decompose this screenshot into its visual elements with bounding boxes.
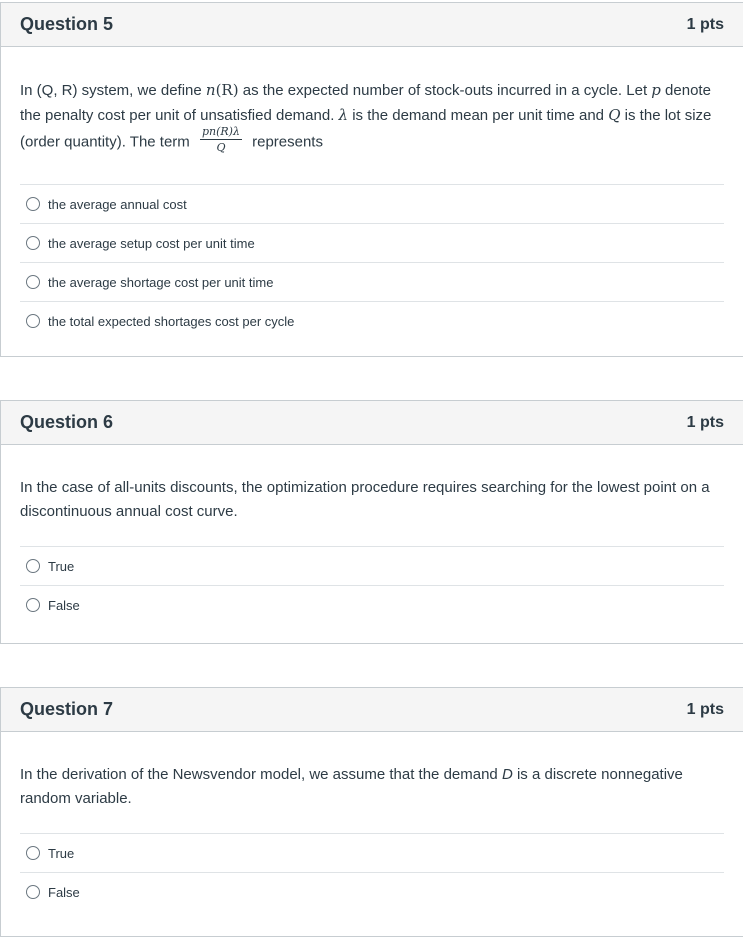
radio-button[interactable] bbox=[26, 314, 40, 328]
answer-label: the total expected shortages cost per cycle bbox=[48, 313, 295, 329]
answer-option[interactable] bbox=[20, 184, 724, 223]
answer-option[interactable] bbox=[20, 223, 724, 262]
text-segment: In (Q, R) system, we define bbox=[20, 82, 206, 99]
question-points: 1 pts bbox=[686, 15, 724, 33]
radio-button[interactable] bbox=[26, 236, 40, 250]
text-segment: as the expected number of stock-outs incurred in a cycle. Let bbox=[238, 82, 652, 99]
question-text: In the case of all-units discounts, the optimization procedure requires searching for the lowest point on a discontinuous annual cost curve. bbox=[20, 479, 710, 520]
answer-option[interactable] bbox=[20, 833, 724, 872]
answer-option[interactable] bbox=[20, 546, 724, 585]
math-r: (R) bbox=[215, 81, 239, 99]
answer-list bbox=[20, 184, 724, 340]
question-points: 1 pts bbox=[686, 413, 724, 431]
question-7 bbox=[0, 687, 743, 937]
question-text bbox=[1, 732, 743, 811]
question-title: Question 5 bbox=[20, 14, 114, 34]
question-points: 1 pts bbox=[686, 700, 724, 718]
math-fraction bbox=[200, 125, 242, 154]
math-q: Q bbox=[608, 106, 621, 124]
fraction-numerator: pn(R)λ bbox=[201, 125, 240, 138]
radio-button[interactable] bbox=[26, 846, 40, 860]
text-segment: is a discrete nonnegative random variable. bbox=[20, 766, 683, 807]
answer-list bbox=[20, 546, 724, 624]
math-lambda: λ bbox=[338, 106, 349, 124]
answer-label: False bbox=[48, 884, 80, 900]
question-header bbox=[1, 401, 743, 445]
question-title: Question 6 bbox=[20, 412, 114, 432]
question-title: Question 7 bbox=[20, 699, 114, 719]
radio-button[interactable] bbox=[26, 559, 40, 573]
answer-label: True bbox=[48, 845, 75, 861]
answer-label: the average annual cost bbox=[48, 196, 187, 212]
radio-button[interactable] bbox=[26, 197, 40, 211]
question-header bbox=[1, 3, 743, 47]
text-segment: denote the penalty cost per unit of unsatisfied demand. bbox=[20, 82, 711, 124]
text-segment: In the derivation of the Newsvendor model, we assume that the demand bbox=[20, 766, 502, 783]
answer-label: the average shortage cost per unit time bbox=[48, 274, 274, 290]
text-segment: represents bbox=[247, 133, 323, 151]
math-p: p bbox=[651, 81, 661, 99]
answer-label: False bbox=[48, 597, 80, 613]
answer-option[interactable] bbox=[20, 301, 724, 340]
math-d: D bbox=[501, 766, 513, 783]
answer-option[interactable] bbox=[20, 872, 724, 911]
text-segment: is the demand mean per unit time and bbox=[348, 107, 609, 124]
answer-label: True bbox=[48, 558, 75, 574]
radio-button[interactable] bbox=[26, 885, 40, 899]
answer-option[interactable] bbox=[20, 585, 724, 624]
answer-list bbox=[20, 833, 724, 911]
fraction-denominator: Q bbox=[216, 141, 226, 154]
question-5 bbox=[0, 2, 743, 357]
question-header bbox=[1, 688, 743, 732]
radio-button[interactable] bbox=[26, 275, 40, 289]
question-6 bbox=[0, 400, 743, 644]
text-segment: is the lot size (order quantity). The term bbox=[20, 107, 712, 151]
question-text bbox=[1, 47, 743, 157]
radio-button[interactable] bbox=[26, 598, 40, 612]
math-n: n bbox=[205, 81, 216, 99]
answer-label: the average setup cost per unit time bbox=[48, 235, 255, 251]
answer-option[interactable] bbox=[20, 262, 724, 301]
